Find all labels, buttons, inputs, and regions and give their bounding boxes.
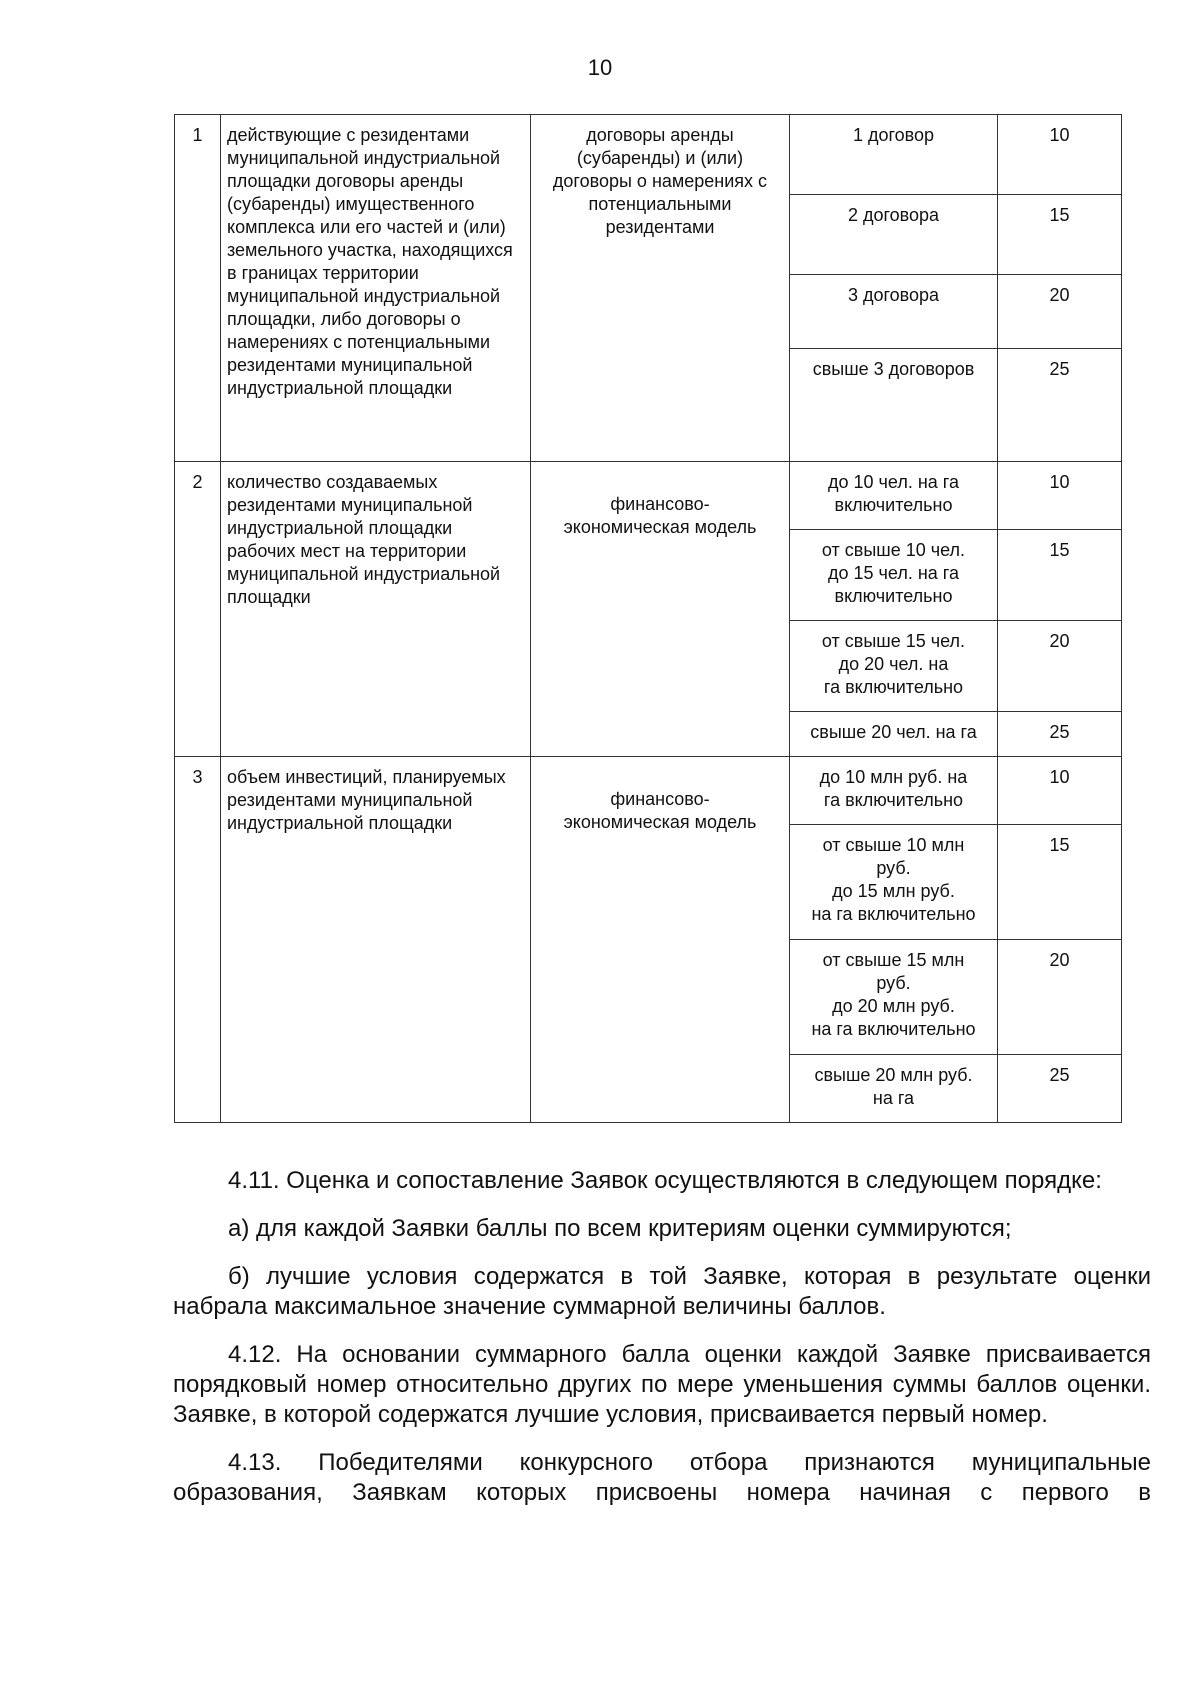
criterion-value: 2 договора [790,195,998,275]
criterion-value: 3 договора [790,275,998,349]
paragraph-4-12: 4.12. На основании суммарного балла оценки каждой Заявке присваивается порядковый номер относительно других по мере уменьшения суммы баллов оценки. Заявке, в которой содержатся лучшие условия, присваивается первый номер. [173,1341,1151,1428]
criterion-points: 15 [998,530,1122,621]
criterion-value: свыше 3 договоров [790,349,998,462]
criterion-source: финансово- экономическая модель [531,462,790,757]
criterion-points: 15 [998,825,1122,940]
paragraph-4-11: 4.11. Оценка и сопоставление Заявок осуществляются в следующем порядке: [228,1167,1102,1194]
criterion-value: от свыше 15 млн руб. до 20 млн руб. на га включительно [790,940,998,1055]
criterion-value: от свыше 10 млн руб. до 15 млн руб. на га включительно [790,825,998,940]
criterion-text: объем инвестиций, планируемых резидентами муниципальной индустриальной площадки [221,757,531,1123]
criterion-points: 25 [998,349,1122,462]
criterion-points: 10 [998,115,1122,195]
criterion-text: количество создаваемых резидентами муниципальной индустриальной площадки рабочих мест на территории муниципальной индустриальной площадки [221,462,531,757]
table-row [175,115,1122,195]
criterion-number: 2 [175,462,221,757]
criterion-value: от свыше 10 чел. до 15 чел. на га включительно [790,530,998,621]
criterion-source: финансово- экономическая модель [531,757,790,1123]
criterion-points: 10 [998,757,1122,825]
criterion-source: договоры аренды (субаренды) и (или) договоры о намерениях с потенциальными резидентами [531,115,790,462]
criterion-value: 1 договор [790,115,998,195]
criterion-points: 10 [998,462,1122,530]
page-number: 10 [587,55,613,80]
paragraph-4-13: 4.13. Победителями конкурсного отбора признаются муниципальные образования, Заявкам которых присвоены номера начиная с первого в [173,1449,1151,1506]
criterion-value: до 10 млн руб. на га включительно [790,757,998,825]
criterion-points: 20 [998,621,1122,712]
criterion-points: 15 [998,195,1122,275]
criterion-number: 3 [175,757,221,1123]
criterion-points: 20 [998,940,1122,1055]
paragraph-a: а) для каждой Заявки баллы по всем критериям оценки суммируются; [228,1215,1012,1242]
criterion-value: до 10 чел. на га включительно [790,462,998,530]
criterion-value: свыше 20 млн руб. на га [790,1055,998,1123]
criterion-points: 25 [998,712,1122,757]
criterion-number: 1 [175,115,221,462]
criterion-value: от свыше 15 чел. до 20 чел. на га включительно [790,621,998,712]
criterion-points: 25 [998,1055,1122,1123]
criterion-value: свыше 20 чел. на га [790,712,998,757]
body-text [173,1166,1151,1526]
paragraph-b: б) лучшие условия содержатся в той Заявке, которая в результате оценки набрала максимальное значение суммарной величины баллов. [173,1263,1151,1320]
criteria-table [174,114,1122,1123]
table-row [175,757,1122,825]
table-row [175,462,1122,530]
criterion-text: действующие с резидентами муниципальной индустриальной площадки договоры аренды (субаренды) имущественного комплекса или его частей и (или) земельного участка, находящихся в границах территории муниципальной индустриальной площадки, либо договоры о намерениях с потенциальными резидентами муниципальной индустриальной площадки [221,115,531,462]
criterion-points: 20 [998,275,1122,349]
